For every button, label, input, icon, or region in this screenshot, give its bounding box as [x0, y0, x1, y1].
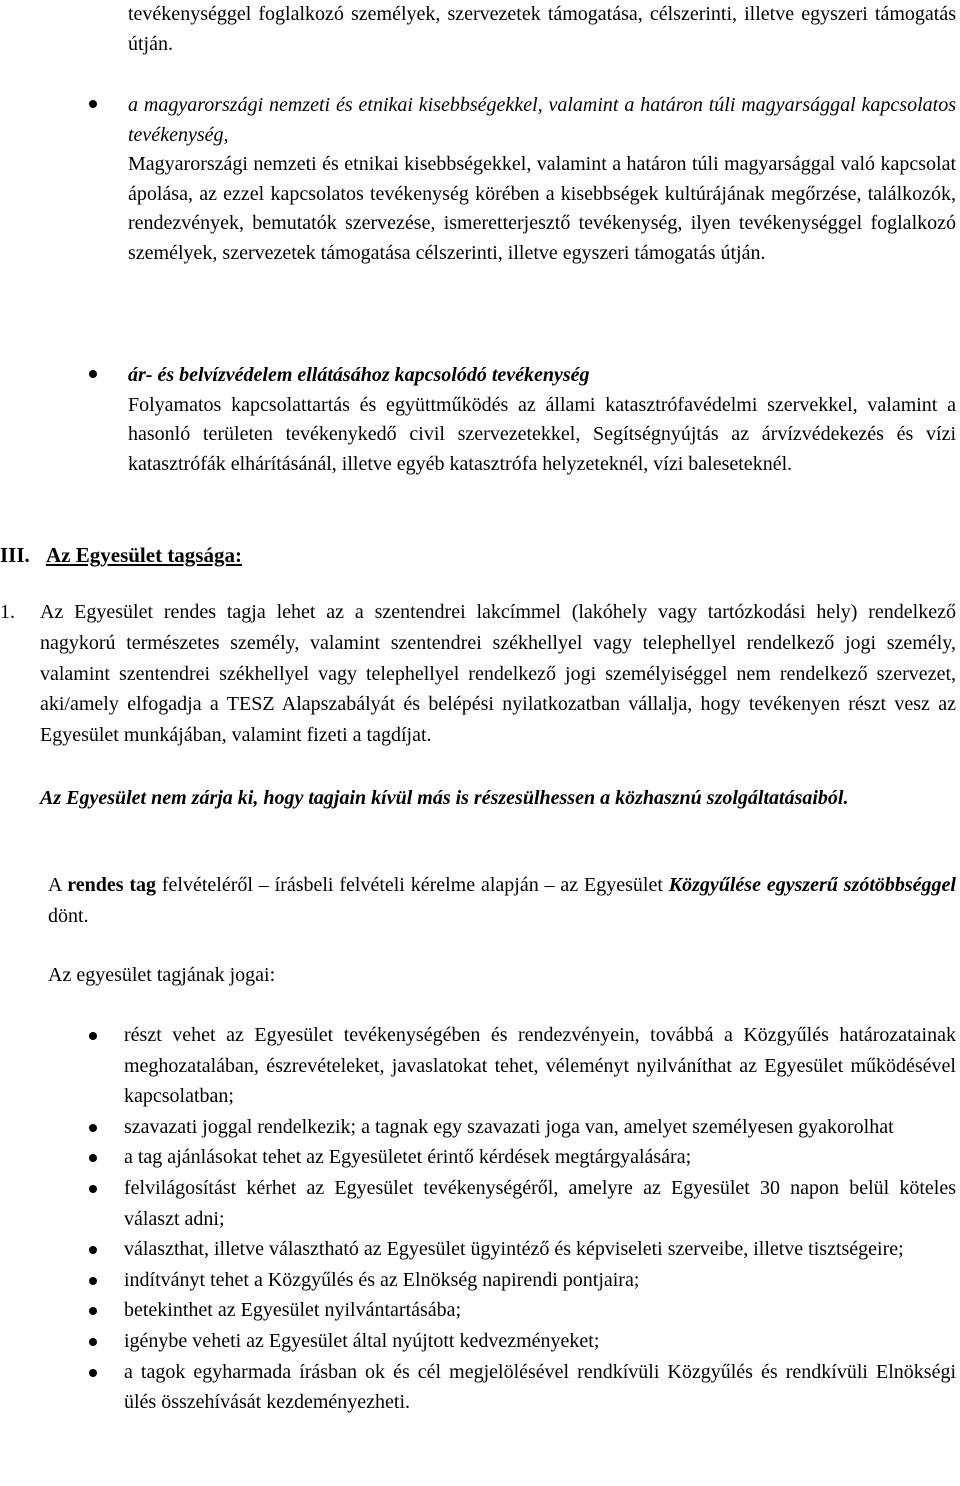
- list-item: [0, 1326, 956, 1357]
- bullet-minorities-title: a magyarországi nemzeti és etnikai kisebbségekkel, valamint a határon túli magyarsággal kapcsolatos tevékenység,: [128, 94, 956, 146]
- bullet-dot-icon: [89, 370, 97, 378]
- list-item: [0, 1357, 956, 1418]
- list-item: [0, 1112, 956, 1143]
- admission-text-2: felvételéről – írásbeli felvételi kérelme alapján – az Egyesület: [156, 874, 669, 896]
- list-item-text: szavazati joggal rendelkezik; a tagnak egy szavazati joga van, amelyet személyesen gyakorolhat: [124, 1115, 894, 1138]
- section-heading: [0, 540, 242, 570]
- list-item-text: a tag ajánlásokat tehet az Egyesületet érintő kérdések megtárgyalására;: [124, 1146, 692, 1169]
- list-item-text: indítványt tehet a Közgyűlés és az Elnökség napirendi pontjaira;: [124, 1268, 640, 1291]
- list-item: [0, 1265, 956, 1296]
- bullet-dot-icon: [89, 1246, 97, 1254]
- rights-intro: Az egyesület tagjának jogai:: [48, 964, 276, 986]
- membership-paragraph: [0, 597, 956, 751]
- admission-paragraph: [48, 870, 956, 932]
- bullet-minorities-body: Magyarországi nemzeti és etnikai kisebbségekkel, valamint a határon túli magyarsággal való kapcsolat ápolása, az ezzel kapcsolatos tevékenység körében a kisebbségek kultúrájának megőrzése, találkozók, rendezvények, bemutatók szervezése, ismeretterjesztő tevékenység, ilyen tevékenységgel foglalkozó személyek, szervezetek támogatása célszerinti, illetve egyszeri támogatás útján.: [128, 153, 956, 264]
- bullet-dot-icon: [89, 1124, 97, 1132]
- bullet-dot-icon: [89, 1185, 97, 1193]
- list-item: [0, 1173, 956, 1234]
- bullet-flood-body: Folyamatos kapcsolattartás és együttműködés az állami katasztrófavédelmi szervekkel, valamint a hasonló területen tevékenykedő civil szervezetekkel, Segítségnyújtás az árvízvédekezés és vízi katasztrófák elhárításánál, illetve egyéb katasztrófa helyzeteknél, vízi baleseteknél.: [128, 393, 956, 475]
- list-item-text: felvilágosítást kérhet az Egyesület tevékenységéről, amelyre az Egyesület 30 napon belül köteles választ adni;: [124, 1176, 956, 1230]
- bullet-flood-title: ár- és belvízvédelem ellátásához kapcsolódó tevékenység: [128, 364, 590, 386]
- bullet-dot-icon: [89, 1307, 97, 1315]
- list-item-text: választhat, illetve választható az Egyesület ügyintéző és képviseleti szerveibe, illetve tisztségeire;: [124, 1238, 904, 1261]
- list-item: [0, 1295, 956, 1326]
- bullet-dot-icon: [89, 1032, 97, 1040]
- list-item-text: betekinthet az Egyesület nyilvántartásába;: [124, 1299, 462, 1322]
- section-title: Az Egyesület tagsága:: [46, 543, 242, 567]
- list-item: [0, 1234, 956, 1265]
- list-item: [0, 1142, 956, 1173]
- bullet-dot-icon: [89, 1154, 97, 1162]
- bullet-dot-icon: [89, 1338, 97, 1346]
- admission-bold-italic: Közgyűlése egyszerű szótöbbséggel: [668, 874, 956, 896]
- admission-text-3: dönt.: [48, 904, 89, 927]
- membership-emphasis: Az Egyesület nem zárja ki, hogy tagjain kívül más is részesülhessen a közhasznú szolgáltatásaiból.: [40, 787, 849, 809]
- bullet-dot-icon: [89, 1277, 97, 1285]
- list-item-text: a tagok egyharmada írásban ok és cél megjelölésével rendkívüli Közgyűlés és rendkívüli Elnökségi ülés összehívását kezdeményezheti.: [124, 1360, 956, 1414]
- rights-list: [0, 1020, 960, 1418]
- admission-bold: rendes tag: [67, 874, 157, 896]
- paragraph-number: 1.: [0, 601, 15, 623]
- bullet-flood-protection: [128, 361, 956, 479]
- bullet-minorities: [128, 91, 956, 268]
- bullet-dot-icon: [89, 100, 97, 108]
- section-number: III.: [0, 543, 30, 567]
- admission-text-1: A: [48, 874, 68, 896]
- list-item-text: igénybe veheti az Egyesület által nyújtott kedvezményeket;: [124, 1329, 600, 1352]
- bullet-dot-icon: [89, 1369, 97, 1377]
- membership-text: Az Egyesület rendes tagja lehet az a szentendrei lakcímmel (lakóhely vagy tartózkodási hely) rendelkező nagykorú természetes személy, valamint szentendrei székhellyel vagy telephellyel rendelkező jogi személy, valamint szentendrei székhellyel vagy telephellyel rendelkező jogi személyiséggel nem rendelkező szervezet, aki/amely elfogadja a TESZ Alapszabályát és belépési nyilatkozatban vállalja, hogy tevékenyen részt vesz az Egyesület munkájában, valamint fizeti a tagdíjat.: [40, 601, 956, 747]
- list-item-text: részt vehet az Egyesület tevékenységében és rendezvényein, továbbá a Közgyűlés határozatainak meghozatalában, észrevételeket, javaslatokat tehet, véleményt nyilváníthat az Egyesület működésével kapcsolatban;: [124, 1024, 956, 1108]
- top-continuation-text: tevékenységgel foglalkozó személyek, szervezetek támogatása, célszerinti, illetve egyszeri támogatás útján.: [128, 3, 956, 55]
- list-item: [0, 1020, 956, 1112]
